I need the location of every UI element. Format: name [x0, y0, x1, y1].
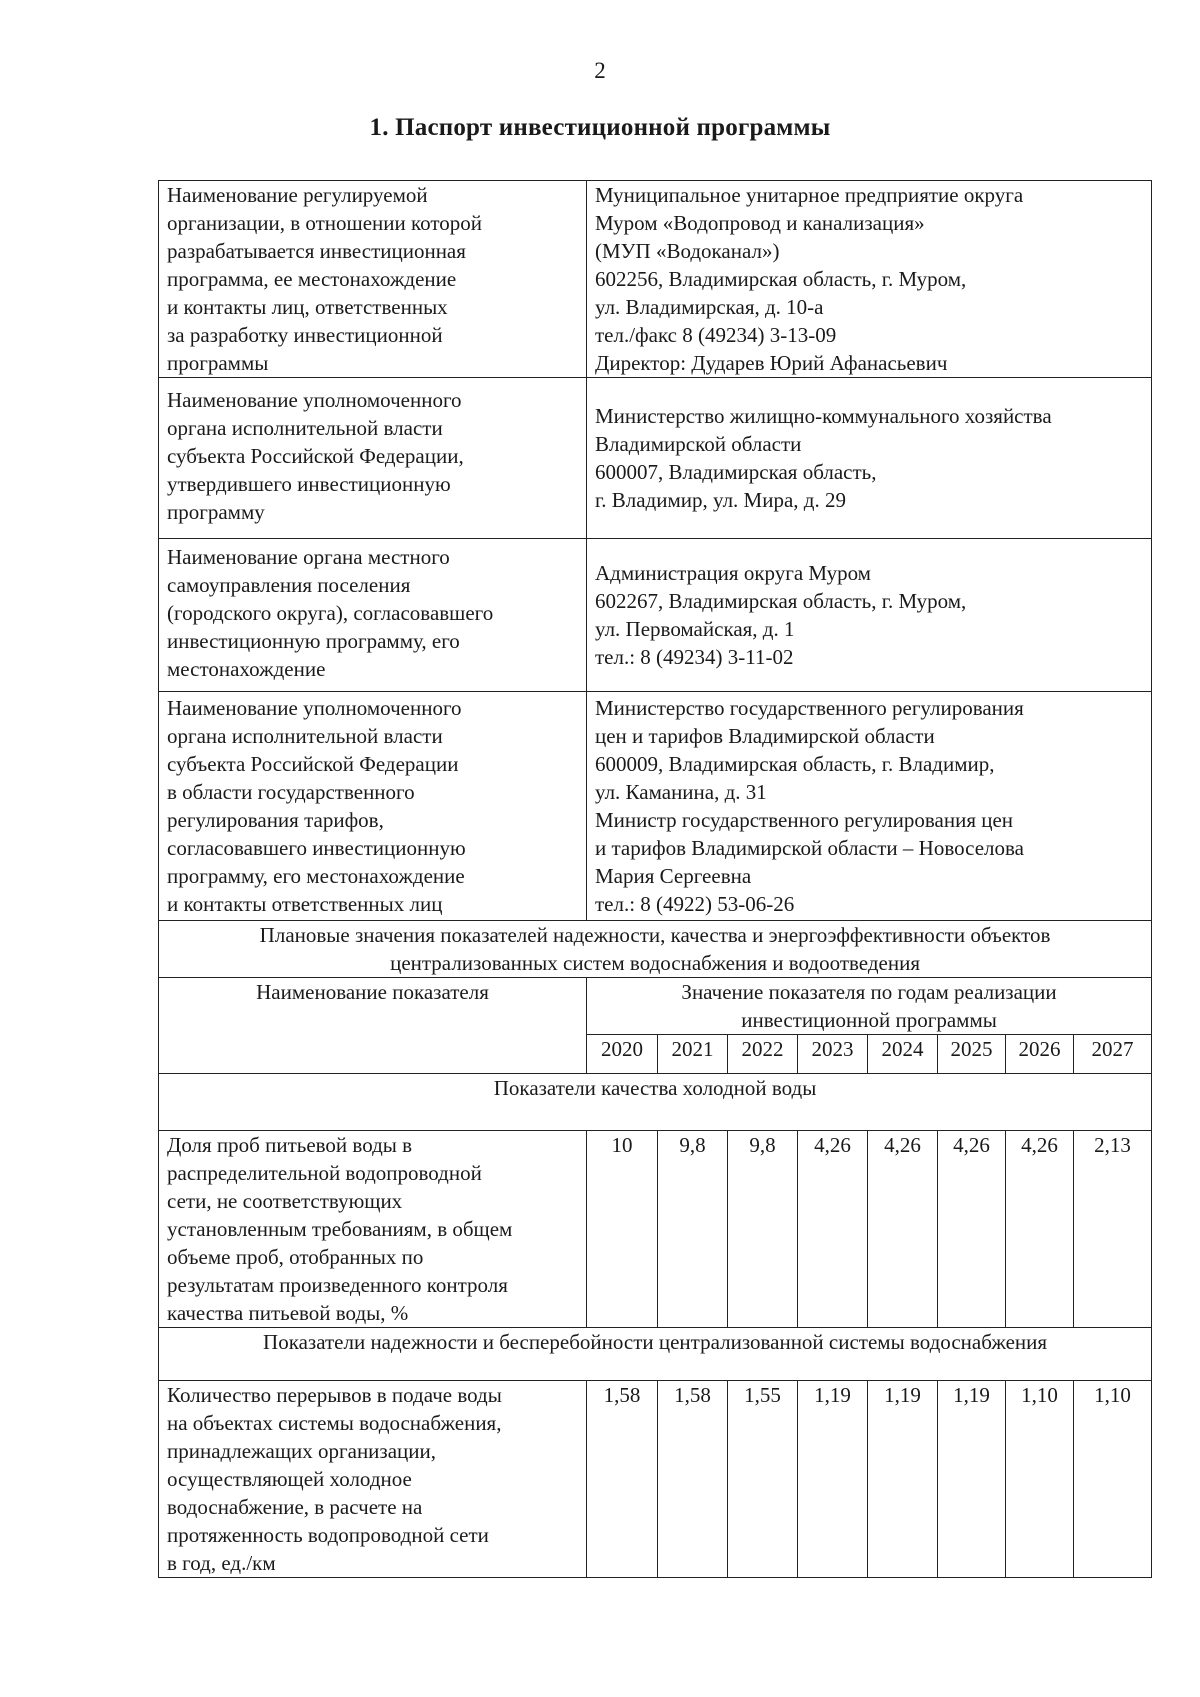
passport-value: Министерство жилищно-коммунального хозяйства Владимирской области 600007, Владимирская область, г. Владимир, ул. Мира, д. 29 [587, 378, 1152, 539]
indicators-header-row [159, 978, 1152, 1035]
year-header: 2020 [587, 1035, 658, 1074]
year-header: 2027 [1074, 1035, 1152, 1074]
indicator-value: 4,26 [938, 1131, 1006, 1328]
indicator-value: 10 [587, 1131, 658, 1328]
year-header: 2023 [798, 1035, 868, 1074]
indicator-value: 1,19 [868, 1381, 938, 1578]
passport-row-organization [159, 181, 1152, 378]
indicator-value: 1,10 [1006, 1381, 1074, 1578]
indicator-values-header: Значение показателя по годам реализации инвестиционной программы [587, 978, 1152, 1035]
indicator-group-title-row [159, 1328, 1152, 1381]
passport-label: Наименование уполномоченного органа исполнительной власти субъекта Российской Федерации в области государственного регулирования тарифов, согласовавшего инвестиционную программу, его местонахождение и контакты ответственных лиц [159, 692, 587, 921]
passport-value: Администрация округа Муром 602267, Владимирская область, г. Муром, ул. Первомайская, д. 1 тел.: 8 (49234) 3-11-02 [587, 539, 1152, 692]
indicator-value: 2,13 [1074, 1131, 1152, 1328]
indicator-group-title: Показатели качества холодной воды [159, 1074, 1152, 1131]
indicator-value: 1,58 [587, 1381, 658, 1578]
passport-label: Наименование уполномоченного органа исполнительной власти субъекта Российской Федерации, утвердившего инвестиционную программу [159, 378, 587, 539]
year-header: 2025 [938, 1035, 1006, 1074]
passport-value: Министерство государственного регулирования цен и тарифов Владимирской области 600009, Владимирская область, г. Владимир, ул. Каманина, д. 31 Министр государственного регулирования цен и тарифов Владимирской области – Новоселова Мария Сергеевна тел.: 8 (4922) 53-06-26 [587, 692, 1152, 921]
year-header: 2026 [1006, 1035, 1074, 1074]
indicator-row [159, 1131, 1152, 1328]
indicators-section-title: Плановые значения показателей надежности, качества и энергоэффективности объектов централизованных систем водоснабжения и водоотведения [159, 921, 1152, 978]
indicator-value: 1,58 [658, 1381, 728, 1578]
indicator-row [159, 1381, 1152, 1578]
year-header: 2022 [728, 1035, 798, 1074]
indicator-value: 1,55 [728, 1381, 798, 1578]
indicator-group-title-row [159, 1074, 1152, 1131]
passport-value: Муниципальное унитарное предприятие округа Муром «Водопровод и канализация» (МУП «Водоканал») 602256, Владимирская область, г. Муром, ул. Владимирская, д. 10-а тел./факс 8 (49234) 3-13-09 Директор: Дударев Юрий Афанасьевич [587, 181, 1152, 378]
year-header: 2021 [658, 1035, 728, 1074]
passport-table [158, 180, 1152, 1578]
indicator-value: 4,26 [868, 1131, 938, 1328]
indicators-section-title-row [159, 921, 1152, 978]
indicator-name: Количество перерывов в подаче воды на объектах системы водоснабжения, принадлежащих организации, осуществляющей холодное водоснабжение, в расчете на протяженность водопроводной сети в год, ед./км [159, 1381, 587, 1578]
indicator-group-title: Показатели надежности и бесперебойности централизованной системы водоснабжения [159, 1328, 1152, 1381]
indicator-name: Доля проб питьевой воды в распределительной водопроводной сети, не соответствующих установленным требованиям, в общем объеме проб, отобранных по результатам произведенного контроля качества питьевой воды, % [159, 1131, 587, 1328]
indicator-value: 1,10 [1074, 1381, 1152, 1578]
indicator-value: 4,26 [1006, 1131, 1074, 1328]
passport-label: Наименование регулируемой организации, в отношении которой разрабатывается инвестиционная программа, ее местонахождение и контакты лиц, ответственных за разработку инвестиционной программы [159, 181, 587, 378]
indicator-value: 9,8 [658, 1131, 728, 1328]
indicator-value: 9,8 [728, 1131, 798, 1328]
passport-row-local-government [159, 539, 1152, 692]
page-number: 2 [594, 58, 606, 83]
indicator-name-header: Наименование показателя [159, 978, 587, 1074]
indicator-value: 1,19 [798, 1381, 868, 1578]
passport-row-approving-authority [159, 378, 1152, 539]
passport-row-tariff-authority [159, 692, 1152, 921]
indicator-value: 1,19 [938, 1381, 1006, 1578]
page-title: 1. Паспорт инвестиционной программы [369, 114, 831, 141]
indicator-value: 4,26 [798, 1131, 868, 1328]
year-header: 2024 [868, 1035, 938, 1074]
passport-label: Наименование органа местного самоуправления поселения (городского округа), согласовавшего инвестиционную программу, его местонахождение [159, 539, 587, 692]
